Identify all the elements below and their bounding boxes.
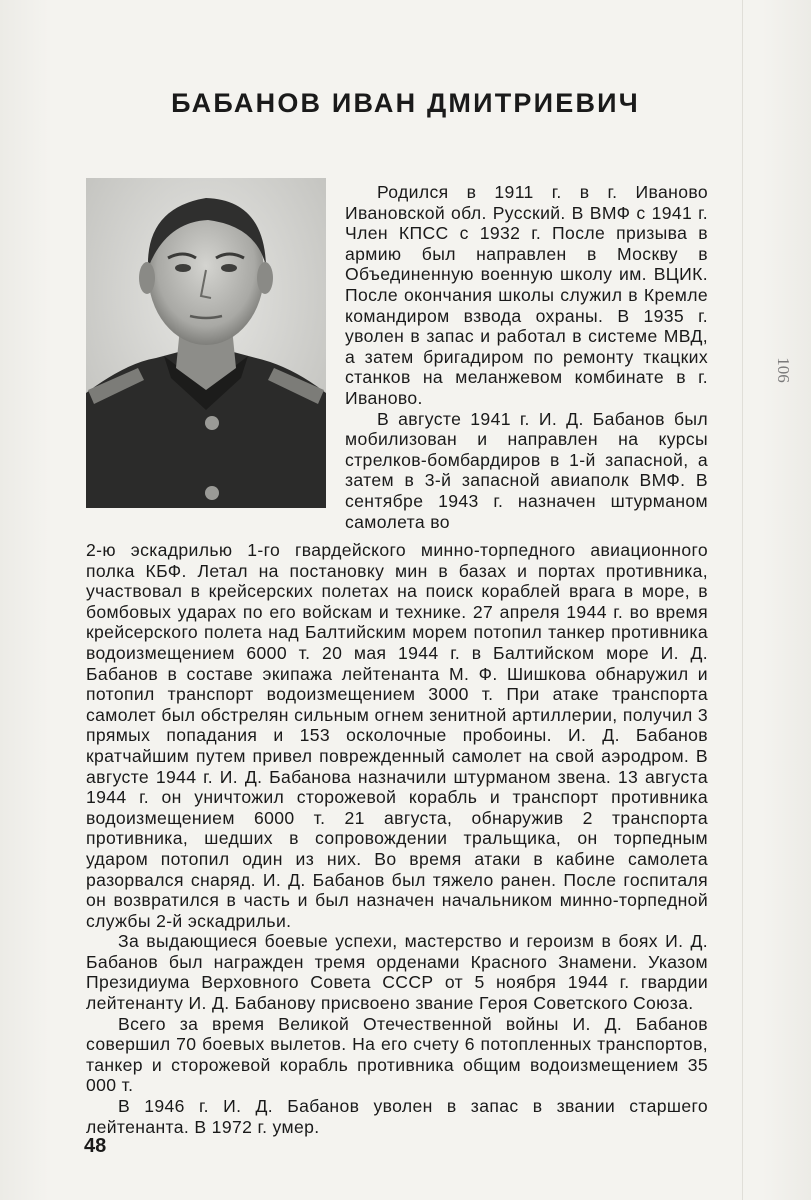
paragraph-later-life: В 1946 г. И. Д. Бабанов уволен в запас в звании старшего лейтенанта. В 1972 г. умер. [86,1096,708,1137]
paragraph-combat: 2-ю эскадрилью 1-го гвардейского минно-торпедного авиационного полка КБФ. Летал на постановку мин в базах и портах противника, участвовал в крейсерских полетах на поиск кораблей врага в море, в бомбовых ударах по его войскам и технике. 27 апреля 1944 г. во время крейсерского полета над Балтийским морем потопил танкер противника водоизмещением 6000 т. 20 мая 1944 г. в Балтийском море И. Д. Бабанов в составе экипажа лейтенанта М. Ф. Шишкова обнаружил и потопил транспорт водоизмещением 3000 т. При атаке транспорта самолет был обстрелян сильным огнем зенитной артиллерии, получил 3 прямых попадания и 153 осколочные пробоины. И. Д. Бабанов кратчайшим путем привел поврежденный самолет на свой аэродром. В августе 1944 г. И. Д. Бабанова назначили штурманом звена. 13 августа 1944 г. он уничтожил сторожевой корабль и транспорт противника водоизмещением 6000 т. 21 августа, обнаружив 2 транспорта противника, шедших в сопровождении тральщика, он торпедным ударом потопил один из них. Во время атаки в кабине самолета разорвался снаряд. И. Д. Бабанов был тяжело ранен. После госпиталя он возвратился в часть и был назначен начальником минно-торпедной службы 2-й эскадрильи. [86,540,708,931]
paragraph-birth: Родился в 1911 г. в г. Иваново Ивановской обл. Русский. В ВМФ с 1941 г. Член КПСС с 1932 г. После призыва в армию был направлен в Москву в Объединенную военную школу им. ВЦИК. После окончания школы служил в Кремле командиром взвода охраны. В 1935 г. уволен в запас и работал в системе МВД, а затем бригадиром по ремонту ткацких станков на меланжевом комбинате в г. Иваново. [345,182,708,408]
main-column [86,540,708,1137]
side-page-number: 106 [773,357,793,383]
page-edge [742,0,743,1200]
portrait-photo [86,178,326,508]
page-title: БАБАНОВ ИВАН ДМИТРИЕВИЧ [171,88,640,118]
paragraph-awards: За выдающиеся боевые успехи, мастерство и героизм в боях И. Д. Бабанов был награжден тремя орденами Красного Знамени. Указом Президиума Верховного Совета СССР от 5 ноября 1944 г. гвардии лейтенанту И. Д. Бабанову присвоено звание Героя Советского Союза. [86,931,708,1014]
page-number: 48 [84,1135,107,1157]
paragraph-summary: Всего за время Великой Отечественной войны И. Д. Бабанов совершил 70 боевых вылетов. На его счету 6 потопленных транспортов, танкер и сторожевой корабль противника общим водоизмещением 35 000 т. [86,1013,708,1096]
paragraph-mobilization: В августе 1941 г. И. Д. Бабанов был мобилизован и направлен на курсы стрелков-бомбардиров в 1-й запасной, а затем в 3-й запасной авиаполк ВМФ. В сентябре 1943 г. назначен штурманом самолета во [345,408,708,532]
intro-column [345,182,708,532]
